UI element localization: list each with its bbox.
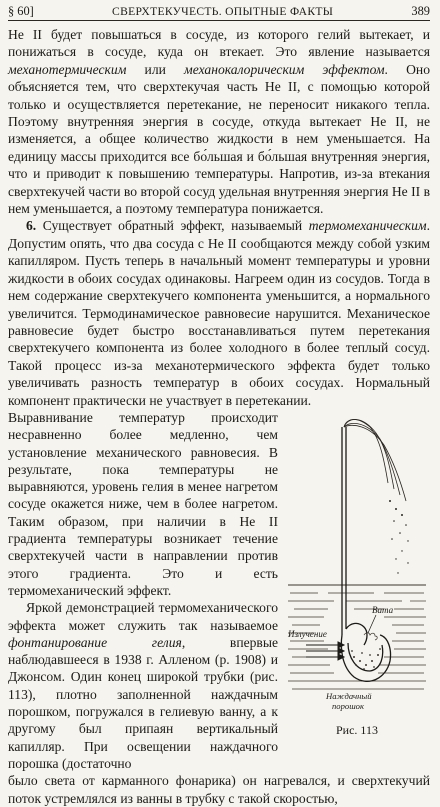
paragraph-thermomechanical	[8, 217, 430, 408]
text-with-figure	[8, 409, 430, 772]
term-mechanothermal: механотермическим	[8, 61, 127, 77]
term-fountain-effect: фонтанирование гелия	[8, 634, 182, 650]
figure-113	[284, 409, 430, 738]
text-run: или	[126, 61, 185, 77]
left-column	[8, 409, 278, 772]
figure-caption: Рис. 113	[336, 722, 378, 737]
item-number: 6.	[26, 218, 37, 234]
radiation-arrows	[306, 642, 344, 660]
fountain-diagram	[284, 409, 430, 721]
label-powder-line2: порошок	[332, 700, 364, 711]
paragraph-fountain	[8, 599, 278, 772]
text-run: . Допустим опять, что два сосуда с Не II сообщаются между собой узким капилляром. Пусть теперь в начальный момент температуры и уровни жидкости в обоих сосудах одинаковы. Нагреем один из сосудов. Тогда в нем содержание сверхтекучего компонента уменьшится, а нормального увеличится. Термодинамическое равновесие нарушится. Механическое равновесие будет быстро восстанавливаться путем перетекания сверхтекучего компонента из более холодного в более теплый сосуд. Такой процесс из-за механотермического эффекта будет только увеличивать разность температур в обоих сосудах. Нормальный компонент практически не участвует в перетекании.	[8, 218, 430, 408]
droplets	[389, 500, 409, 574]
emery-powder	[351, 648, 381, 670]
fountain-jet	[344, 419, 406, 501]
paragraph-mechanothermal	[8, 26, 430, 217]
paragraph-equalization: Выравнивание температур происходит несравненно более медленно, чем установление механического равновесия. В результате, пока температуры не выравняются, уровень гелия в менее нагретом сосуде окажется ниже, чем в более нагретом. Таким образом, при наличии в Не II градиента температуры возникает течение сверхтекучей части в направлении против этого градиента. Это и есть термомеханический эффект.	[8, 409, 278, 598]
capillary-tube	[341, 427, 390, 681]
text-run: Яркой демонстрацией термомеханического эффекта может служить так называемое	[8, 600, 278, 633]
running-header	[8, 4, 430, 21]
section-marker: § 60]	[8, 4, 34, 18]
label-powder-line1: Наждачный	[326, 690, 372, 701]
paragraph-continuation: было света от карманного фонарика) он нагревался, и сверхтекучий поток устремлялся из ванны в трубку с такой скоростью,	[8, 773, 430, 806]
page	[8, 4, 430, 807]
page-number: 389	[411, 4, 430, 18]
term-mechanocaloric: механокалорическим эффектом	[184, 61, 385, 77]
running-title: СВЕРХТЕКУЧЕСТЬ. ОПЫТНЫЕ ФАКТЫ	[112, 5, 334, 18]
term-thermomechanical: термомеханическим	[308, 218, 427, 234]
label-cotton: Вата	[372, 604, 394, 615]
label-radiation: Излучение	[288, 628, 327, 639]
text-run: , впервые наблюдавшееся в 1938 г. Алленом (р. 1908) и Джонсом. Один конец широкой трубки (рис. 113), плотно заполненной наждачным порошком, погружался в гелиевую ванну, а к другому был припаян вертикальный капилляр. При освещении наждачного порошка (достаточно	[8, 634, 279, 771]
text-run: . Оно объясняется тем, что сверхтекучая часть Не II, с помощью которой только и осуществляется перетекание, не переносит никакого тепла. Поэтому внутренняя энергия в сосуде, откуда вытекает Не II, не изменяется, а общее количество жидкости в нем уменьшается. На единицу массы приходится все бо́льшая и бо́льшая внутренняя энергия, что и приводит к повышению температуры. Напротив, из-за втекания сверхтекучей части во второй сосуд удельная внутренняя энергия Не II в нем уменьшается, а поэтому температура понижается.	[8, 61, 430, 217]
text-run: Не II будет повышаться в сосуде, из которого гелий вытекает, и понижаться в сосуде, куда он втекает. Это явление называется	[8, 27, 430, 60]
cotton-leader-line	[368, 615, 376, 633]
text-run: Существует обратный эффект, называемый	[36, 218, 309, 234]
